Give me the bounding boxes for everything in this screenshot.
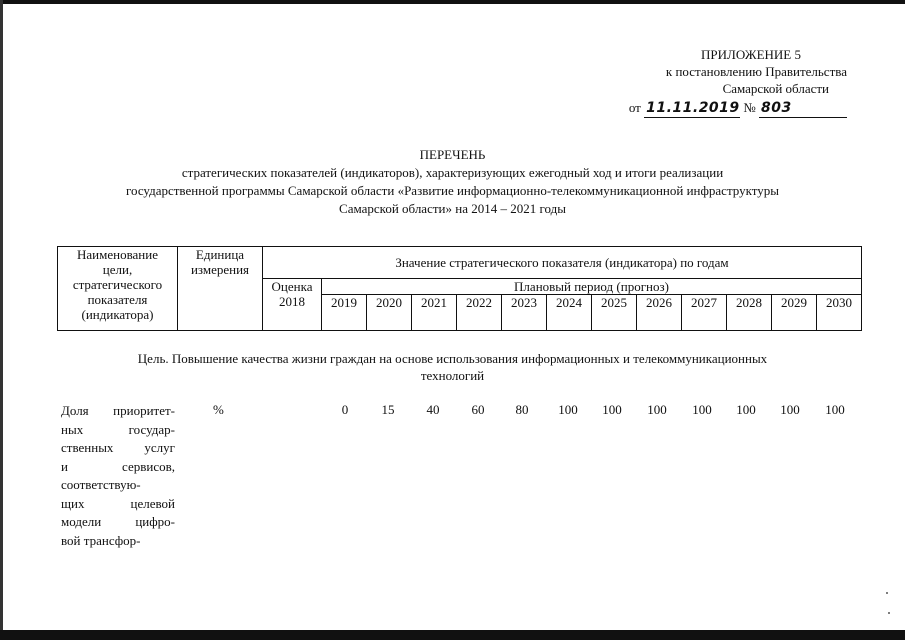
scan-bottom-border <box>0 630 905 640</box>
indicator-value: 100 <box>825 402 845 417</box>
indicator-value: 100 <box>780 402 800 417</box>
year-cell: 2030 <box>817 295 862 331</box>
appendix-title: ПРИЛОЖЕНИЕ 5 <box>701 47 801 62</box>
indicator-value: 100 <box>602 402 622 417</box>
year-cell: 2026 <box>637 295 682 331</box>
year-cell: 2029 <box>772 295 817 331</box>
number-label: № <box>743 100 756 115</box>
title-heading: ПЕРЕЧЕНЬ <box>419 147 486 162</box>
header-name-line: показателя <box>87 292 148 307</box>
goal-heading <box>0 350 905 384</box>
indicator-value: 80 <box>515 402 529 417</box>
header-unit-line: Единица <box>195 247 245 262</box>
year-cell: 2022 <box>457 295 502 331</box>
header-name-line: цели, <box>102 262 133 277</box>
handwritten-number: 803 <box>759 100 847 118</box>
indicator-label-line: ных государ- <box>61 421 175 437</box>
scan-speck <box>886 592 888 594</box>
appendix-date-number <box>629 99 847 118</box>
indicator-value: 60 <box>471 402 485 417</box>
year-cell: 2024 <box>547 295 592 331</box>
indicator-value: 15 <box>381 402 395 417</box>
indicator-value: 40 <box>426 402 440 417</box>
year-cell: 2019 <box>322 295 367 331</box>
indicator-label-line: ственных услуг <box>61 440 175 455</box>
appendix-header <box>547 46 847 121</box>
indicator-label <box>61 402 175 550</box>
scan-left-border <box>0 0 3 640</box>
header-values-by-year: Значение стратегического показателя (индикатора) по годам <box>263 247 862 279</box>
header-estimate <box>263 279 322 331</box>
indicator-label-line: щих целевой <box>61 495 175 511</box>
indicator-label-line: вой трансфор- <box>61 532 141 548</box>
year-cell: 2028 <box>727 295 772 331</box>
goal-line-2: технологий <box>420 368 485 383</box>
goal-line-1: Цель. Повышение качества жизни граждан на основе использования информационных и телекоммуникационных <box>137 351 768 366</box>
from-label: от <box>628 100 641 115</box>
indicator-value: 100 <box>647 402 667 417</box>
scan-top-border <box>0 0 905 4</box>
year-cell: 2020 <box>367 295 412 331</box>
indicator-label-line: соответствую- <box>61 477 141 492</box>
header-name-line: (индикатора) <box>81 307 154 322</box>
scan-speck <box>888 612 890 614</box>
header-unit-line: измерения <box>190 262 250 277</box>
indicator-unit: % <box>213 402 224 417</box>
indicator-table <box>57 246 862 331</box>
header-plan-period: Плановый период (прогноз) <box>322 279 862 295</box>
title-line-1: стратегических показателей (индикаторов), характеризующих ежегодный ход и итоги реализации <box>181 165 724 180</box>
indicator-value: 100 <box>736 402 756 417</box>
header-indicator-name <box>58 247 178 331</box>
header-name-line: Наименование <box>77 247 158 262</box>
year-cell: 2027 <box>682 295 727 331</box>
indicator-value: 100 <box>692 402 712 417</box>
document-title <box>0 146 905 218</box>
handwritten-date: 11.11.2019 <box>646 100 740 116</box>
header-unit <box>178 247 263 331</box>
header-estimate-label: Оценка <box>271 279 313 294</box>
indicator-label-line: модели цифро- <box>61 514 175 529</box>
header-name-line: стратегического <box>72 277 163 292</box>
year-cell: 2025 <box>592 295 637 331</box>
header-estimate-year: 2018 <box>279 294 305 309</box>
indicator-label-line: и сервисов, <box>61 458 175 474</box>
year-cell: 2023 <box>502 295 547 331</box>
title-line-3: Самарской области» на 2014 – 2021 годы <box>339 201 566 216</box>
indicator-value: 0 <box>341 402 349 417</box>
indicator-value: 100 <box>558 402 578 417</box>
indicator-label-line: Доля приоритет- <box>61 403 175 418</box>
title-line-2: государственной программы Самарской области «Развитие информационно-телекоммуникационной инфраструктуры <box>125 183 780 198</box>
year-cell: 2021 <box>412 295 457 331</box>
appendix-resolution: к постановлению Правительства <box>665 64 847 79</box>
appendix-region: Самарской области <box>722 81 829 96</box>
